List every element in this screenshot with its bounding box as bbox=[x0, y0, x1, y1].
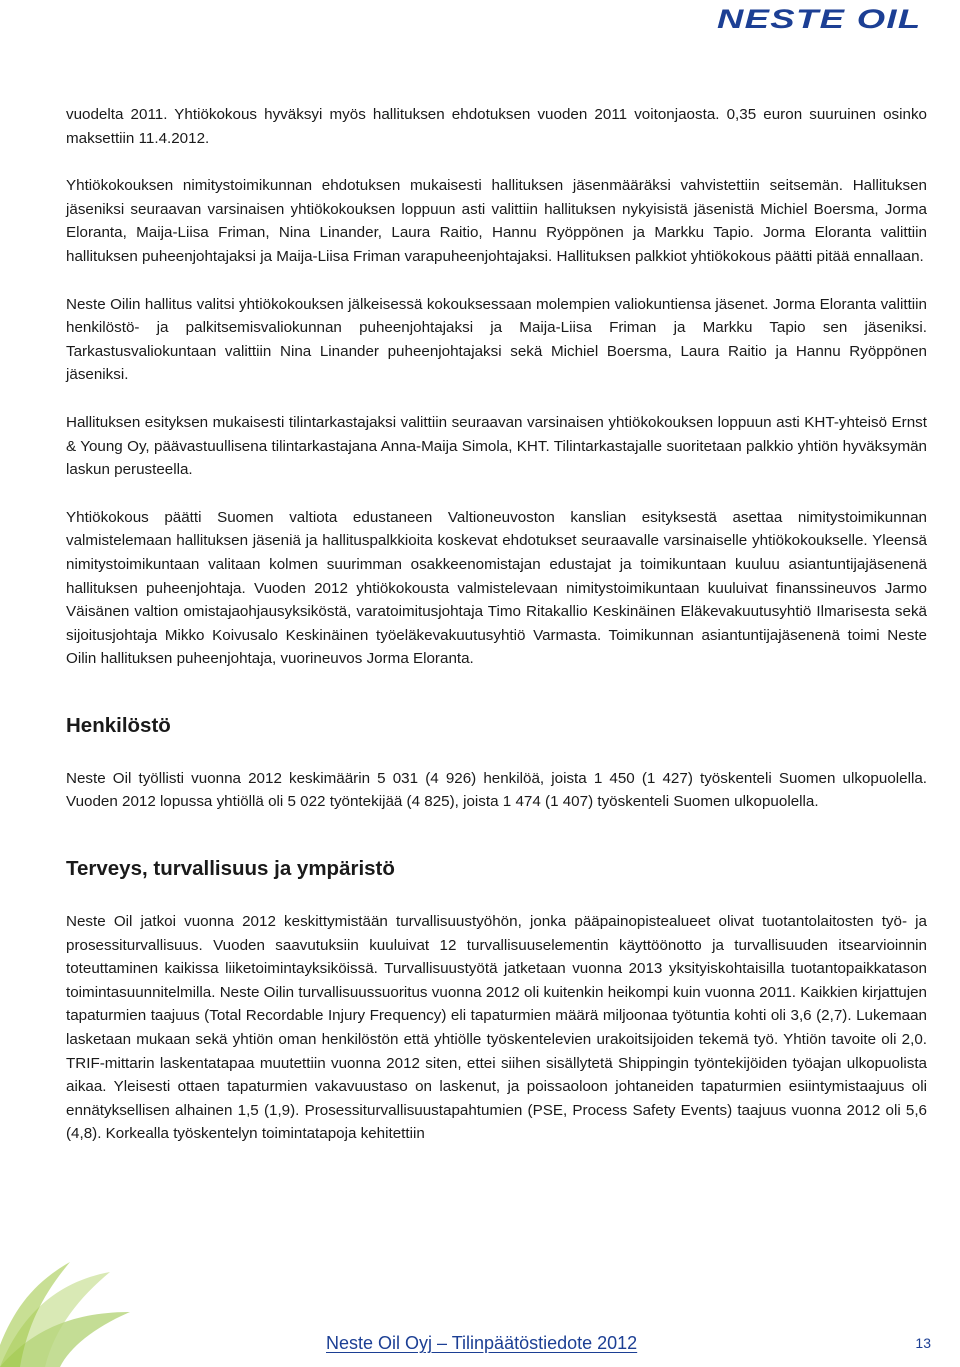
section-heading-hse: Terveys, turvallisuus ja ympäristö bbox=[66, 857, 395, 881]
paragraph-nomination-board: Yhtiökokous päätti Suomen valtiota edustaneen Valtioneuvoston kanslian esityksestä asettaa nimitystoimikunnan valmistelemaan hallituksen jäseniä ja hallituspalkkioita koskevat ehdotukset seuraavalle varsinaiselle yhtiökokoukselle. Yleensä nimitystoimikuntaan valitaan kolmen suurimman osakkeenomistajan edustajat ja toimikuntaan kuuluu asiantuntijajäsenenä hallituksen puheenjohtaja. Vuoden 2012 yhtiökokousta valmistelevaan nimitystoimikuntaan kuuluivat finanssineuvos Jarmo Väisänen valtion omistajaohjausyksiköstä, varatoimitusjohtaja Timo Ritakallio Keskinäinen Eläkevakuutusyhtiö Ilmarisesta sekä sijoitusjohtaja Mikko Koivusalo Keskinäinen työeläkevakuutusyhtiö Varmasta. Toimikunnan asiantuntijajäsenenä toimi Neste Oilin hallituksen puheenjohtaja, vuorineuvos Jorma Eloranta. bbox=[66, 508, 927, 668]
neste-oil-logo: NESTE OIL bbox=[717, 4, 922, 34]
section-heading-personnel: Henkilöstö bbox=[66, 713, 171, 737]
footer-document-title: Neste Oil Oyj – Tilinpäätöstiedote 2012 bbox=[326, 1333, 638, 1353]
paragraph-dividend: vuodelta 2011. Yhtiökokous hyväksyi myös hallituksen ehdotuksen vuoden 2011 voitonjaosta. 0,35 euron suuruinen osinko maksettiin 11.4.2012. bbox=[66, 106, 927, 147]
paragraph-personnel: Neste Oil työllisti vuonna 2012 keskimäärin 5 031 (4 926) henkilöä, joista 1 450 (1 427) työskenteli Suomen ulkopuolella. Vuoden 2012 lopussa yhtiöllä oli 5 022 työntekijää (4 825), joista 1 474 (1 407) työskenteli Suomen ulkopuolella. bbox=[66, 769, 927, 811]
paragraph-board-members: Yhtiökokouksen nimitystoimikunnan ehdotuksen mukaisesti hallituksen jäsenmääräksi vahvistettiin seitsemän. Hallituksen jäseniksi seuraavan varsinaisen yhtiökokouksen loppuun asti valittiin hallituksen nykyisistä jäsenistä Michiel Boersma, Jorma Eloranta, Maija-Liisa Friman, Nina Linander, Laura Raitio, Hannu Ryöppönen ja Markku Tapio. Jorma Eloranta valittiin hallituksen puheenjohtajaksi ja Maija-Liisa Friman varapuheenjohtajaksi. Hallituksen palkkiot yhtiökokous päätti pitää ennallaan. bbox=[66, 177, 927, 265]
leaf-decoration-icon bbox=[0, 1227, 140, 1367]
paragraph-safety: Neste Oil jatkoi vuonna 2012 keskittymistään turvallisuustyöhön, jonka pääpainopistealueet olivat tuotantolaitosten työ- ja prosessiturvallisuus. Vuoden saavutuksiin kuuluivat 12 turvallisuuselementin käyttöönotto ja turvallisuuden itsearvioinnin toteuttaminen kaikissa liiketoimintayksiköissä. Turvallisuustyötä jatketaan vuonna 2013 yksityiskohtaisilla tuotantopaikkatason toimintasuunnitelmilla. Neste Oilin turvallisuussuoritus vuonna 2012 oli kuitenkin heikompi kuin vuonna 2011. Kaikkien kirjattujen tapaturmien taajuus (Total Recordable Injury Frequency) eli tapaturmien määrä miljoonaa työtuntia kohti oli 3,6 (2,7). Lukemaan lasketaan mukaan sekä yhtiön oman henkilöstön että yhtiölle työskentelevien urakoitsijoiden tekemä työ. Yhtiön tavoite oli 2,0. TRIF-mittarin laskentatapaa muutettiin vuonna 2012 siten, ettei siihen sisällytetä Shippingin työntekijöiden työajan ulkopuolista aikaa. Yleisesti ottaen tapaturmien vakavuustaso on laskenut, ja poissaoloon johtaneiden tapaturmien esiintymistaajuus oli ennätyksellisen alhainen 1,5 (1,9). Prosessiturvallisuustapahtumien (PSE, Process Safety Events) taajuus vuonna 2012 oli 5,6 (4,8). Korkealla työskentelyn toimintatapoja kehitettiin bbox=[66, 913, 927, 1143]
document-body bbox=[66, 103, 927, 1146]
page-number: 13 bbox=[915, 1335, 931, 1351]
paragraph-committees: Neste Oilin hallitus valitsi yhtiökokouksen jälkeisessä kokouksessaan molempien valiokuntiensa jäsenet. Jorma Eloranta valittiin henkilöstö- ja palkitsemisvaliokunnan puheenjohtajaksi ja Maija-Liisa Friman ja Markku Tapio sen jäseniksi. Tarkastusvaliokuntaan valittiin Nina Linander puheenjohtajaksi sekä Michiel Boersma, Laura Raitio ja Hannu Ryöppönen jäseniksi. bbox=[66, 295, 927, 384]
paragraph-auditor: Hallituksen esityksen mukaisesti tilintarkastajaksi valittiin seuraavan varsinaisen yhtiökokouksen loppuun asti KHT-yhteisö Ernst & Young Oy, päävastuullisena tilintarkastajana Anna-Maija Simola, KHT. Tilintarkastajalle suoritetaan palkkio yhtiön hyväksymän laskun perusteella. bbox=[66, 413, 927, 479]
